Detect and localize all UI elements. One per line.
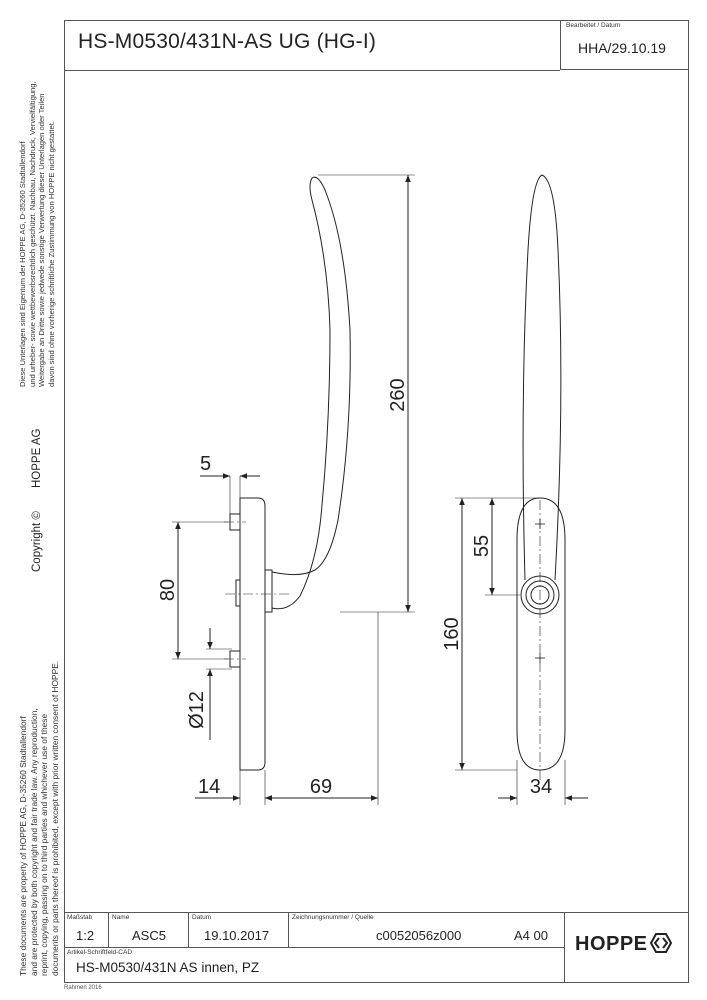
dim-14: 14 — [198, 776, 221, 798]
format-value: A4 00 — [514, 928, 548, 943]
dim-69: 69 — [309, 776, 333, 798]
edited-label: Bearbeitet / Datum — [566, 22, 621, 29]
lever-front — [523, 175, 561, 580]
legal-notice-de-line: Diese Unterlagen sind Eigentum der HOPPE AG, D-35260 Stadtallendorf — [18, 141, 27, 387]
hoppe-logo-text: HOPPE — [575, 933, 648, 955]
legal-notice-en-line: reprint, copying, passing on to third parties and whichever use of these — [39, 713, 49, 976]
dim-55: 55 — [471, 534, 493, 558]
drawing-number-value: c0052056z000 — [376, 928, 462, 943]
rosette-side — [240, 498, 265, 770]
legal-notice-en-line: documents or parts thereof is prohibited, except with prior written consent of HOPPE. — [49, 660, 60, 976]
legal-notice-de-line: Weitergabe an Dritte sowie jedwede sonstige Verwertung dieser Unterlagen oder Teilen — [37, 93, 47, 387]
dim-80: 80 — [157, 578, 179, 602]
dim-34: 34 — [529, 776, 553, 798]
copyright-label: Copyright © — [31, 511, 43, 572]
hoppe-logo-mark — [650, 933, 672, 953]
hoppe-logo — [575, 933, 672, 956]
legal-notice-de-line: und urheber- sowie wettbewerbsrechtlich geschützt. Nachbau, Nachdruck, Vervielfältigung, — [27, 81, 37, 387]
scale-value: 1:2 — [76, 928, 95, 943]
article-value: HS-M0530/431N AS innen, PZ — [76, 960, 260, 975]
legal-notice-en-line: and are protected by both copyright and fair trade law. Any reproduction, — [28, 708, 39, 976]
drawing-number-label: Zeichnungsnummer / Quelle — [292, 914, 374, 921]
neck-side — [265, 570, 272, 612]
edited-value: HHA/29.10.19 — [578, 40, 666, 56]
dim-260: 260 — [387, 378, 409, 412]
article-label: Artikel-Schriftfeld-CAD — [67, 949, 133, 956]
legal-notice-de-line: davon sind ohne vorherige schriftliche Zustimmung von HOPPE nicht gestattet. — [46, 121, 56, 387]
lever-side — [272, 177, 350, 609]
spindle-side — [236, 580, 240, 606]
date-value: 19.10.2017 — [204, 928, 270, 943]
company-name: HOPPE AG — [31, 428, 43, 488]
name-label: Name — [112, 914, 130, 921]
date-label: Datum — [192, 914, 212, 921]
dim-160: 160 — [441, 617, 463, 651]
drawing-title: HS-M0530/431N-AS UG (HG-I) — [78, 30, 377, 53]
legal-notice-en-line: These documents are property of HOPPE AG, D-35260 Stadtallendorf — [18, 716, 28, 976]
dim-12: Ø12 — [186, 691, 208, 729]
dim-5: 5 — [200, 453, 212, 475]
scale-label: Maßstab — [67, 914, 93, 921]
name-value: ASC5 — [132, 928, 166, 943]
frame-version-label: Rahmen 2016 — [64, 985, 102, 991]
